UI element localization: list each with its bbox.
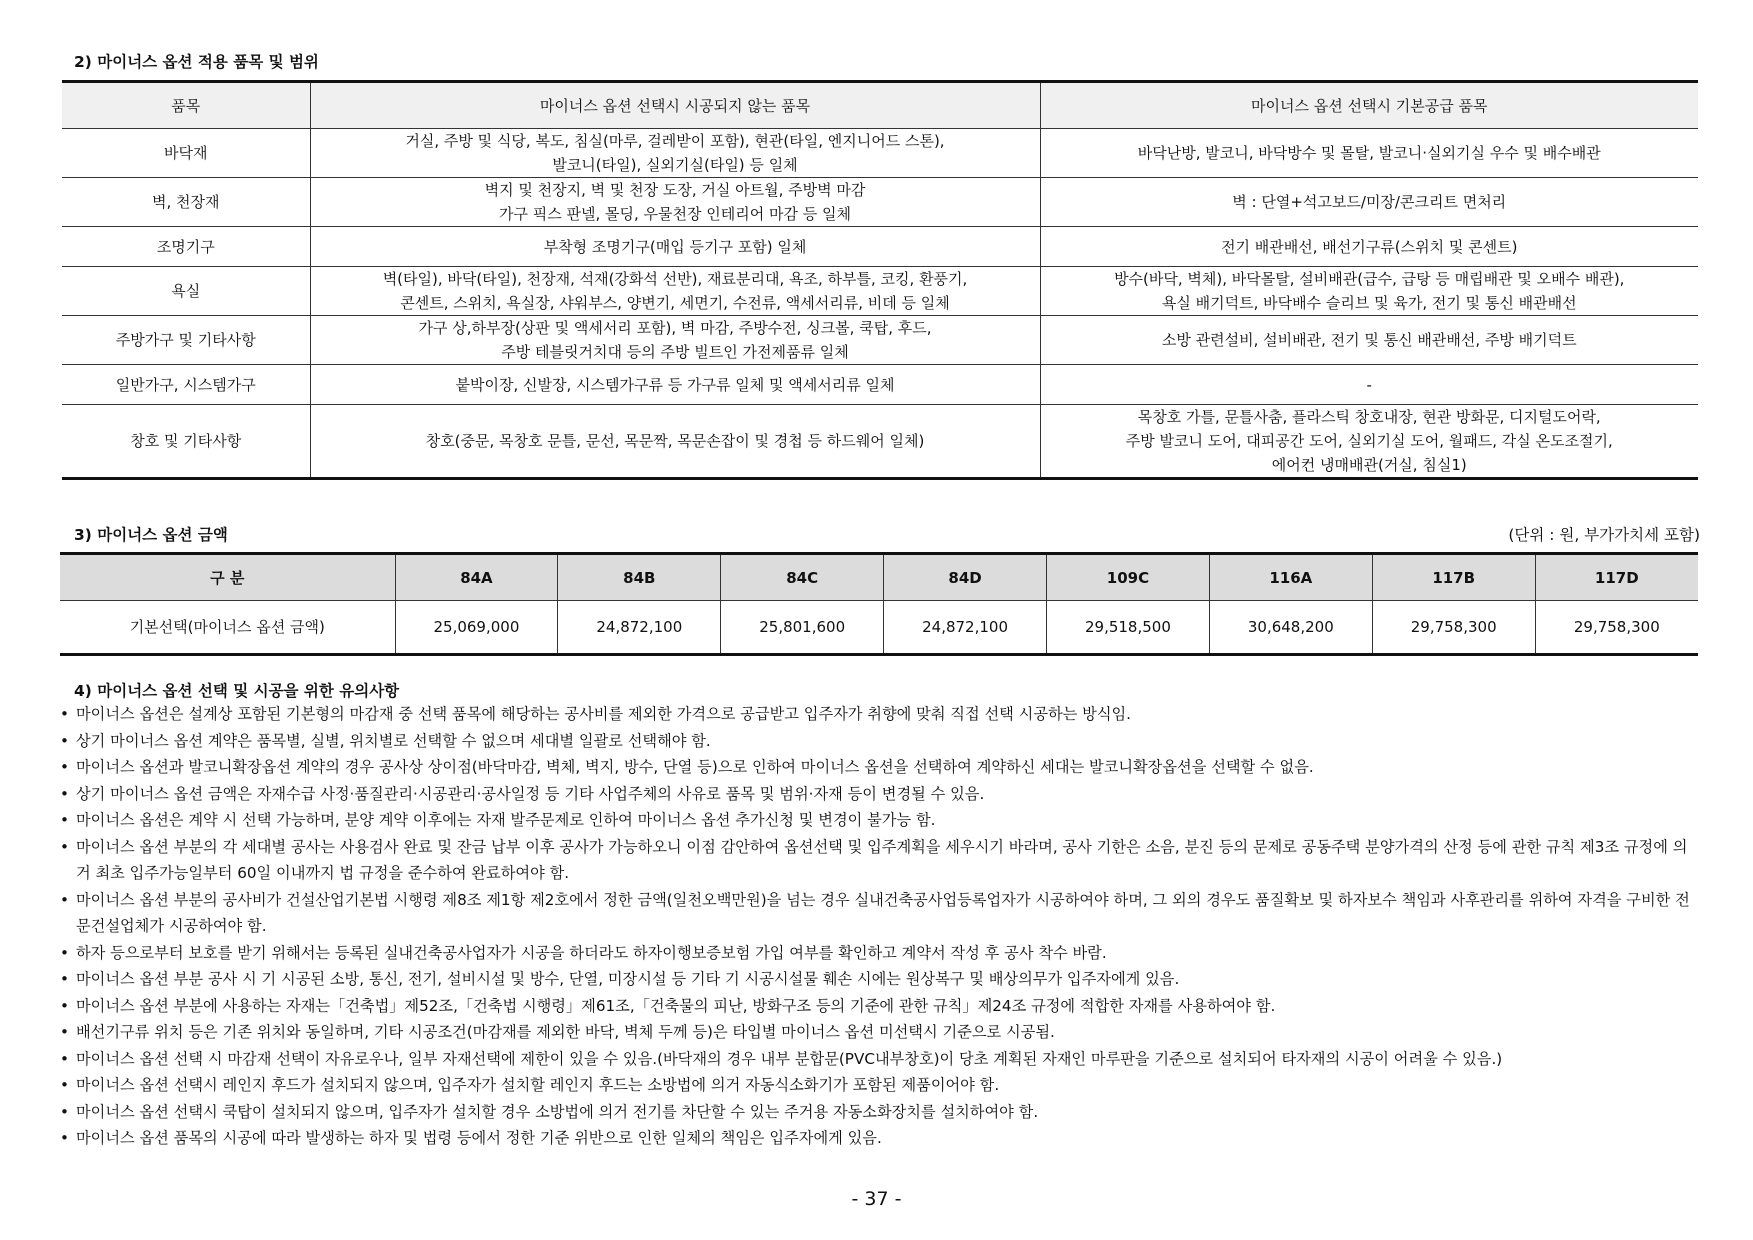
list-item [60, 1072, 1700, 1099]
table-row [62, 405, 1698, 479]
bullet-icon: • [60, 943, 69, 962]
header-excluded: 마이너스 옵션 선택시 시공되지 않는 품목 [310, 82, 1040, 129]
supplied-cell [1040, 365, 1698, 405]
bullet-icon: • [60, 1129, 69, 1147]
supplied-cell [1040, 405, 1698, 479]
table-header-row [62, 82, 1698, 129]
option-amount-table [60, 552, 1698, 656]
excluded-cell [310, 267, 1040, 316]
excluded-line: 부착형 조명기구(매입 등기구 포함) 일체 [543, 237, 807, 256]
note-text: 마이너스 옵션 부분에 사용하는 자재는「건축법」제52조,「건축법 시행령」제61조,「건축물의 피난, 방화구조 등의 기준에 관한 규칙」제24조 규정에 적합한 자재를 사용하여야 함. [76, 996, 1276, 1015]
list-item [60, 728, 1700, 755]
note-text: 마이너스 옵션 부분의 공사비가 건설산업기본법 시행령 제8조 제1항 제2호에서 정한 금액(일천오백만원)을 넘는 경우 실내건축공사업등록업자가 시공하여야 하며, 그 외의 경우도 품질확보 및 하자보수 책임과 사후관리를 위하여 자격을 구비한 전문건설업체가 시공하여야 함. [76, 890, 1690, 935]
bullet-icon: • [60, 890, 69, 909]
amount-cell: 29,518,500 [1047, 601, 1210, 655]
supplied-line: 소방 관련설비, 설비배관, 전기 및 통신 배관배선, 주방 배기덕트 [1161, 331, 1577, 349]
type-header: 84C [721, 554, 884, 601]
list-item [60, 754, 1700, 781]
supplied-line: 전기 배관배선, 배선기구류(스위치 및 콘센트) [1221, 237, 1518, 256]
type-header: 84D [884, 554, 1047, 601]
amount-cell: 25,801,600 [721, 601, 884, 655]
excluded-line: 발코니(타일), 실외기실(타일) 등 일체 [552, 156, 798, 174]
note-text: 마이너스 옵션 품목의 시공에 따라 발생하는 하자 및 법령 등에서 정한 기준 위반으로 인한 일체의 책임은 입주자에게 있음. [76, 1129, 882, 1147]
item-cell: 일반가구, 시스템가구 [62, 365, 310, 405]
excluded-line: 벽(타일), 바닥(타일), 천장재, 석재(강화석 선반), 재료분리대, 욕조, 하부틀, 코킹, 환풍기, [382, 270, 968, 288]
item-cell: 바닥재 [62, 129, 310, 178]
table-row [62, 227, 1698, 267]
table-row [62, 129, 1698, 178]
note-text: 마이너스 옵션 선택시 레인지 후드가 설치되지 않으며, 입주자가 설치할 레인지 후드는 소방법에 의거 자동식소화기가 포함된 제품이어야 함. [76, 1076, 1000, 1094]
supplied-line: - [1366, 375, 1372, 394]
section3-title: 3) 마이너스 옵션 금액 [74, 526, 228, 544]
type-header: 117B [1372, 554, 1535, 601]
table-header-row [60, 554, 1698, 601]
list-item [60, 1125, 1700, 1152]
excluded-line: 가구 픽스 판넬, 몰딩, 우물천장 인테리어 마감 등 일체 [499, 205, 851, 223]
list-item [60, 1046, 1700, 1073]
header-item: 품목 [62, 82, 310, 129]
type-header: 84A [395, 554, 558, 601]
excluded-cell [310, 227, 1040, 267]
amount-cell: 24,872,100 [558, 601, 721, 655]
excluded-cell [310, 405, 1040, 479]
excluded-cell [310, 316, 1040, 365]
type-header: 116A [1209, 554, 1372, 601]
bullet-icon: • [60, 811, 69, 829]
supplied-line: 주방 발코니 도어, 대피공간 도어, 실외기실 도어, 월패드, 각실 온도조절기, [1125, 432, 1613, 450]
table-row [62, 267, 1698, 316]
excluded-line: 창호(중문, 목창호 문틀, 문선, 목문짝, 목문손잡이 및 경첩 등 하드웨어 일체) [425, 432, 925, 450]
list-item [60, 940, 1700, 967]
bullet-icon: • [60, 1023, 69, 1041]
list-item [60, 701, 1700, 728]
amount-cell: 29,758,300 [1372, 601, 1535, 655]
section4-title: 4) 마이너스 옵션 선택 및 시공을 위한 유의사항 [74, 682, 400, 700]
supplied-cell [1040, 129, 1698, 178]
bullet-icon: • [60, 837, 69, 856]
item-cell: 주방가구 및 기타사항 [62, 316, 310, 365]
list-item [60, 993, 1700, 1020]
note-text: 상기 마이너스 옵션 금액은 자재수급 사정·품질관리·시공관리·공사일정 등 기타 사업주체의 사유로 품목 및 범위·자재 등이 변경될 수 있음. [76, 784, 985, 803]
note-text: 마이너스 옵션 부분의 각 세대별 공사는 사용검사 완료 및 잔금 납부 이후 공사가 가능하오니 이점 감안하여 옵션선택 및 입주계획을 세우시기 바라며, 공사 기한은 소음, 분진 등의 문제로 공동주택 분양가격의 산정 등에 관한 규칙 제3조 규정에 의거 최초 입주가능일부터 60일 이내까지 법 규정을 준수하여 완료하여야 함. [76, 837, 1688, 882]
note-text: 하자 등으로부터 보호를 받기 위해서는 등록된 실내건축공사업자가 시공을 하더라도 하자이행보증보험 가입 여부를 확인하고 계약서 작성 후 공사 착수 바람. [76, 943, 1107, 962]
note-text: 마이너스 옵션과 발코니확장옵션 계약의 경우 공사상 상이점(바닥마감, 벽체, 벽지, 방수, 단열 등)으로 인하여 마이너스 옵션을 선택하여 계약하신 세대는 발코니확장옵션을 선택할 수 없음. [76, 758, 1314, 776]
unit-note: (단위 : 원, 부가가치세 포함) [1508, 526, 1700, 544]
excluded-cell [310, 365, 1040, 405]
supplied-cell [1040, 178, 1698, 227]
bullet-icon: • [60, 996, 69, 1015]
supplied-cell [1040, 316, 1698, 365]
amount-cell: 30,648,200 [1209, 601, 1372, 655]
type-header: 84B [558, 554, 721, 601]
bullet-icon: • [60, 1049, 69, 1068]
header-supplied: 마이너스 옵션 선택시 기본공급 품목 [1040, 82, 1698, 129]
list-item [60, 807, 1700, 834]
note-text: 마이너스 옵션 선택시 쿡탑이 설치되지 않으며, 입주자가 설치할 경우 소방법에 의거 전기를 차단할 수 있는 주거용 자동소화장치를 설치하여야 함. [76, 1102, 1039, 1121]
note-text: 마이너스 옵션은 설계상 포함된 기본형의 마감재 중 선택 품목에 해당하는 공사비를 제외한 가격으로 공급받고 입주자가 취향에 맞춰 직접 선택 시공하는 방식임. [76, 705, 1132, 723]
excluded-cell [310, 178, 1040, 227]
page-number: - 37 - [851, 1188, 902, 1210]
table-row [62, 178, 1698, 227]
scope-table-body [62, 129, 1698, 479]
row-label: 기본선택(마이너스 옵션 금액) [60, 601, 395, 655]
excluded-line: 콘센트, 스위치, 욕실장, 샤워부스, 양변기, 세면기, 수전류, 액세서리류, 비데 등 일체 [400, 294, 950, 312]
list-item [60, 966, 1700, 993]
table-row [62, 316, 1698, 365]
excluded-line: 가구 상,하부장(상판 및 액세서리 포함), 벽 마감, 주방수전, 싱크볼, 쿡탑, 후드, [418, 319, 932, 337]
excluded-line: 벽지 및 천장지, 벽 및 천장 도장, 거실 아트월, 주방벽 마감 [484, 181, 866, 199]
bullet-icon: • [60, 758, 69, 776]
supplied-line: 방수(바닥, 벽체), 바닥몰탈, 설비배관(급수, 급탕 등 매립배관 및 오배수 배관), [1114, 270, 1625, 288]
item-cell: 조명기구 [62, 227, 310, 267]
supplied-line: 에어컨 냉매배관(거실, 침실1) [1271, 456, 1467, 474]
supplied-line: 욕실 배기덕트, 바닥배수 슬리브 및 육가, 전기 및 통신 배관배선 [1161, 294, 1577, 312]
bullet-icon: • [60, 705, 69, 723]
note-text: 마이너스 옵션 부분 공사 시 기 시공된 소방, 통신, 전기, 설비시설 및 방수, 단열, 미장시설 등 기타 기 시공시설물 훼손 시에는 원상복구 및 배상의무가 입주자에게 있음. [76, 970, 1180, 988]
excluded-line: 붙박이장, 신발장, 시스템가구류 등 가구류 일체 및 액세서리류 일체 [455, 375, 895, 394]
notes-list [60, 701, 1700, 1152]
excluded-cell [310, 129, 1040, 178]
note-text: 마이너스 옵션 선택 시 마감재 선택이 자유로우나, 일부 자재선택에 제한이 있을 수 있음.(바닥재의 경우 내부 분합문(PVC내부창호)이 당초 계획된 자재인 마루판을 기준으로 설치되어 타자재의 시공이 어려울 수 있음.) [76, 1049, 1503, 1068]
note-text: 마이너스 옵션은 계약 시 선택 가능하며, 분양 계약 이후에는 자재 발주문제로 인하여 마이너스 옵션 추가신청 및 변경이 불가능 함. [76, 811, 936, 829]
supplied-line: 목창호 가틀, 문틀사춤, 플라스틱 창호내장, 현관 방화문, 디지털도어락, [1137, 408, 1601, 426]
option-scope-table [62, 80, 1698, 480]
bullet-icon: • [60, 1076, 69, 1094]
type-header: 109C [1047, 554, 1210, 601]
list-item [60, 834, 1700, 887]
amount-cell: 24,872,100 [884, 601, 1047, 655]
bullet-icon: • [60, 784, 69, 803]
amount-cell: 29,758,300 [1535, 601, 1698, 655]
note-text: 상기 마이너스 옵션 계약은 품목별, 실별, 위치별로 선택할 수 없으며 세대별 일괄로 선택해야 함. [76, 731, 711, 750]
item-cell: 창호 및 기타사항 [62, 405, 310, 479]
list-item [60, 781, 1700, 808]
type-header: 117D [1535, 554, 1698, 601]
header-category: 구 분 [60, 554, 395, 601]
section2-title: 2) 마이너스 옵션 적용 품목 및 범위 [74, 53, 319, 71]
list-item [60, 887, 1700, 940]
note-text: 배선기구류 위치 등은 기존 위치와 동일하며, 기타 시공조건(마감재를 제외한 바닥, 벽체 두께 등)은 타입별 마이너스 옵션 미선택시 기준으로 시공됨. [76, 1023, 1055, 1041]
supplied-line: 벽 : 단열+석고보드/미장/콘크리트 면처리 [1232, 193, 1507, 211]
item-cell: 벽, 천장재 [62, 178, 310, 227]
excluded-line: 주방 테블릿거치대 등의 주방 빌트인 가전제품류 일체 [501, 343, 849, 361]
supplied-cell [1040, 227, 1698, 267]
amount-cell: 25,069,000 [395, 601, 558, 655]
excluded-line: 거실, 주방 및 식당, 복도, 침실(마루, 걸레받이 포함), 현관(타일, 엔지니어드 스톤), [405, 132, 945, 150]
table-row [62, 365, 1698, 405]
supplied-line: 바닥난방, 발코니, 바닥방수 및 몰탈, 발코니·실외기실 우수 및 배수배관 [1137, 144, 1601, 162]
supplied-cell [1040, 267, 1698, 316]
list-item [60, 1099, 1700, 1126]
table-row [60, 601, 1698, 655]
item-cell: 욕실 [62, 267, 310, 316]
bullet-icon: • [60, 970, 69, 988]
bullet-icon: • [60, 731, 69, 750]
bullet-icon: • [60, 1102, 69, 1121]
list-item [60, 1019, 1700, 1046]
